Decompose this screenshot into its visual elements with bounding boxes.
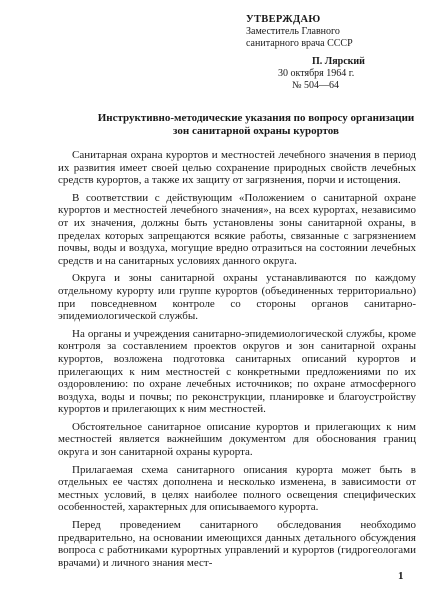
document-heading (96, 112, 416, 138)
approval-position-line-1: Заместитель Главного (246, 26, 340, 37)
approval-position-line-2: санитарного врача СССР (246, 38, 353, 49)
paragraph: На органы и учреждения санитарно-эпидемиологической службы, кроме контроля за составлением проектов округов и зон санитарной охраны курортов, возложена подготовка санитарных описаний курортов и прилегающих к ним местностей с конкретными предложениями по их оздоровлению: по охране лечебных источников; по охране атмосферного воздуха, воды и почвы; по реконструкции, планировке и благоустройству курортов и прилегающих к ним местностей. (58, 327, 416, 416)
approval-date: 30 октября 1964 г. (278, 68, 355, 79)
approval-signatory: П. Лярский (312, 56, 365, 67)
heading-line-2: зон санитарной охраны курортов (173, 125, 339, 137)
paragraph: Перед проведением санитарного обследования необходимо предварительно, на основании имеющихся данных детального обсуждения вопроса с работниками курортных управлений и курортов (гидрогеологами врачами) и личного знания мест- (58, 519, 416, 569)
paragraph: Округа и зоны санитарной охраны устанавливаются по каждому отдельному курорту или группе курортов (объединенных территориально) при повседневном контроле со стороны органов санитарно-эпидемиологической службы. (58, 272, 416, 323)
page-number: 1 (398, 570, 404, 582)
approval-title: УТВЕРЖДАЮ (246, 14, 321, 25)
document-body (58, 149, 416, 574)
heading-line-1: Инструктивно-методические указания по вопросу организации (97, 112, 415, 124)
paragraph: Прилагаемая схема санитарного описания курорта может быть в отдельных ее частях дополнена и несколько изменена, в зависимости от местных условий, в целях наиболее полного освещения специфических особенностей, характерных для описываемого курорта. (58, 463, 416, 514)
paragraph: Санитарная охрана курортов и местностей лечебного значения в период их развития имеет своей целью сохранение природных свойств лечебных средств курортов, а также их защиту от загрязнения, порчи и истощения. (58, 149, 416, 187)
paragraph: Обстоятельное санитарное описание курортов и прилегающих к ним местностей является важнейшим документом для обоснования границ округа и зон санитарной охраны курорта. (58, 420, 416, 459)
paragraph: В соответствии с действующим «Положением о санитарной охране курортов и местностей лечебного значения», на всех курортах, независимо от их значения, должны быть установлены зоны санитарной охраны, в пределах которых запрещаются всякие работы, связанные с загрязнением почвы, воды и воздуха, могущие вредно отразиться на состоянии лечебных средств и на санитарных условиях данного округа. (58, 191, 416, 267)
approval-number: № 504—64 (292, 80, 340, 91)
approval-block (240, 14, 420, 92)
